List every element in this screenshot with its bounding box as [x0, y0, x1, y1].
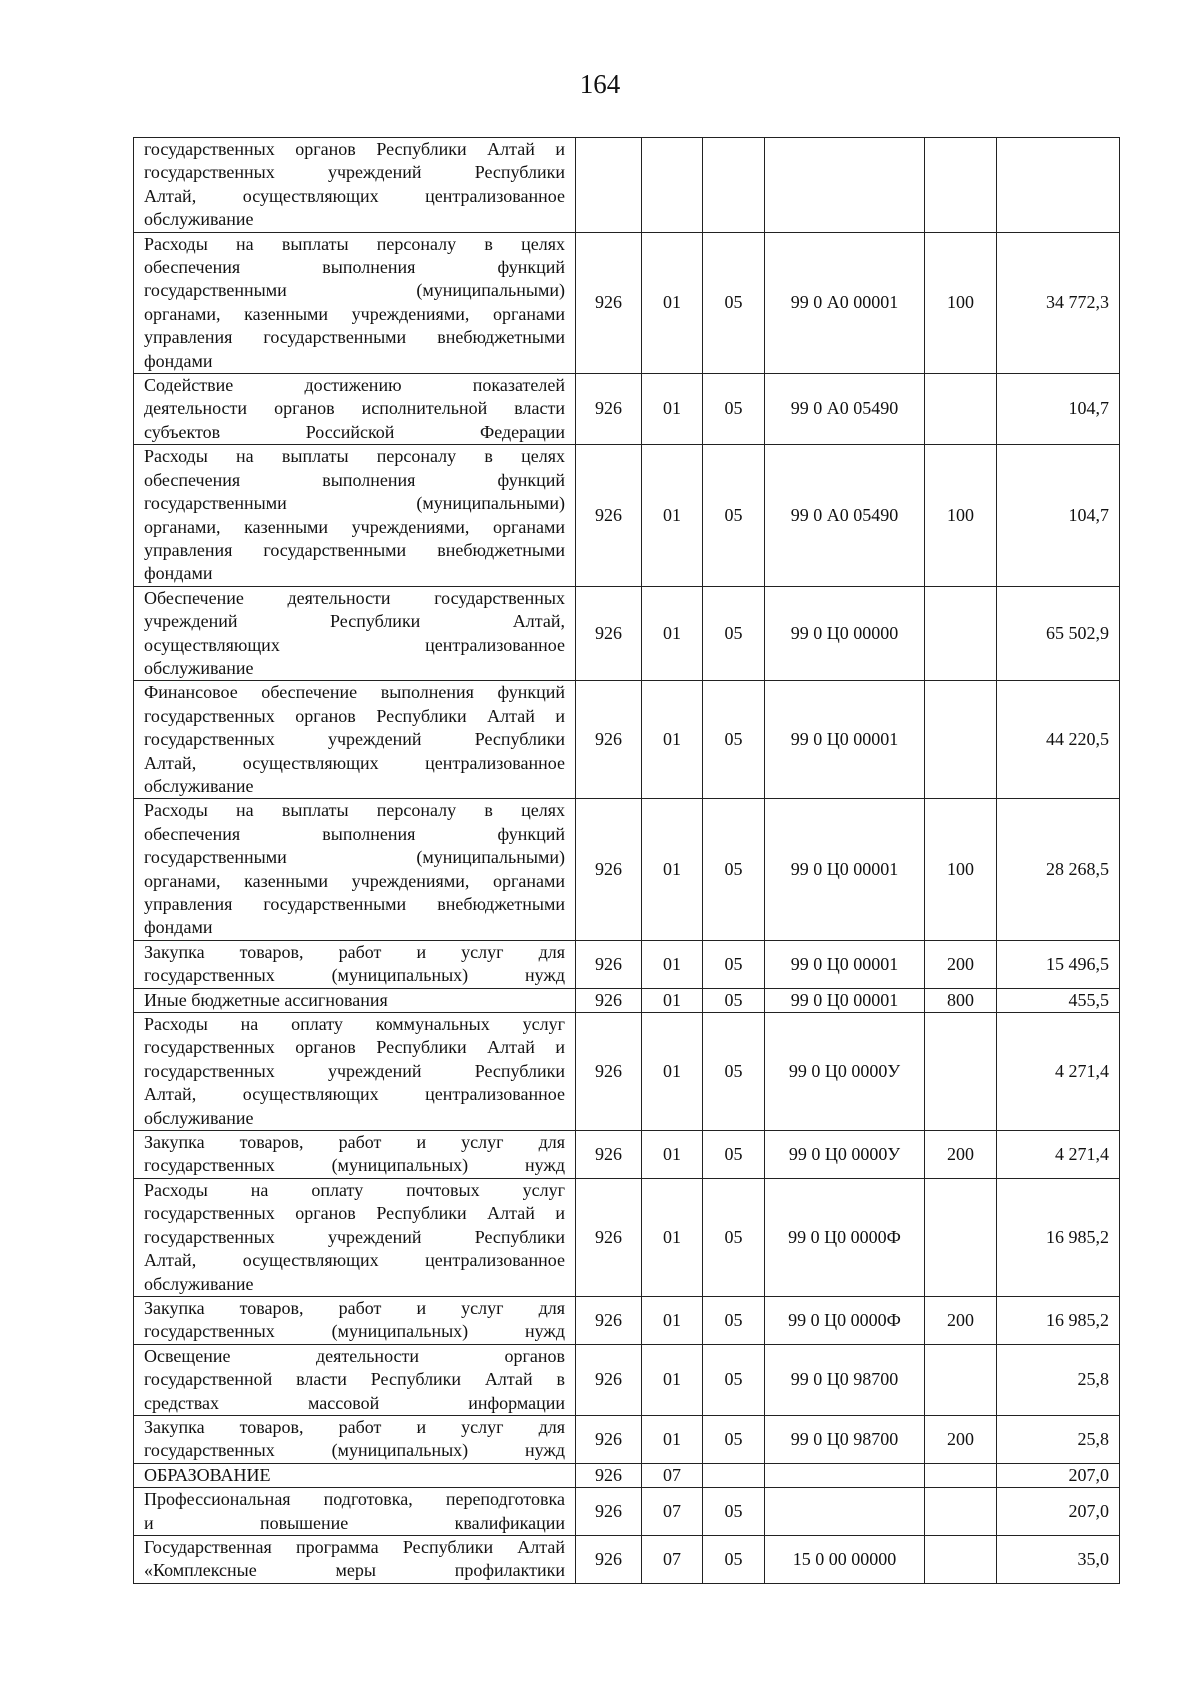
description-line: государственными (муниципальными)	[144, 493, 565, 514]
expense-type-cell: 200	[925, 1131, 997, 1179]
grbs-cell: 926	[576, 1415, 642, 1463]
grbs-cell: 926	[576, 1178, 642, 1296]
description-line: Финансовое обеспечение выполнения функций	[144, 682, 565, 703]
grbs-cell: 926	[576, 1488, 642, 1536]
amount-cell: 16 985,2	[997, 1178, 1120, 1296]
section-cell: 01	[642, 1178, 703, 1296]
description-line: Алтай, осуществляющих централизованное	[144, 185, 565, 206]
grbs-cell: 926	[576, 1535, 642, 1583]
expense-type-cell	[925, 1535, 997, 1583]
amount-cell: 25,8	[997, 1344, 1120, 1415]
expense-type-cell	[925, 1013, 997, 1131]
table-row	[134, 1415, 1120, 1463]
amount-cell: 15 496,5	[997, 940, 1120, 988]
table-row	[134, 232, 1120, 373]
grbs-cell: 926	[576, 681, 642, 799]
description-line: Иные бюджетные ассигнования	[144, 989, 388, 1010]
table-row	[134, 445, 1120, 586]
expense-type-cell	[925, 1488, 997, 1536]
description-line: управления государственными внебюджетными	[144, 894, 565, 914]
description-line: Расходы на выплаты персоналу в целях	[144, 446, 565, 467]
description-line: Закупка товаров, работ и услуг для	[144, 1297, 565, 1318]
section-cell: 07	[642, 1535, 703, 1583]
description-line: Алтай, осуществляющих централизованное	[144, 1250, 565, 1271]
description-line: Закупка товаров, работ и услуг для	[144, 1132, 565, 1153]
section-cell: 01	[642, 445, 703, 586]
section-cell: 01	[642, 232, 703, 373]
description-line: и повышение квалификации	[144, 1512, 565, 1533]
subsection-cell: 05	[703, 232, 765, 373]
grbs-cell: 926	[576, 988, 642, 1012]
grbs-cell: 926	[576, 1463, 642, 1487]
description-line: обслуживание	[144, 1107, 254, 1128]
grbs-cell: 926	[576, 1344, 642, 1415]
section-cell: 01	[642, 1344, 703, 1415]
description-line: государственных (муниципальных) нужд	[144, 965, 565, 986]
table-row	[134, 1488, 1120, 1536]
table-row	[134, 1131, 1120, 1179]
grbs-cell: 926	[576, 586, 642, 681]
target-article-cell	[765, 1463, 925, 1487]
description-cell	[134, 138, 576, 233]
expense-type-cell: 800	[925, 988, 997, 1012]
target-article-cell: 15 0 00 00000	[765, 1535, 925, 1583]
table-row	[134, 1463, 1120, 1487]
description-cell	[134, 1488, 576, 1536]
description-cell	[134, 940, 576, 988]
description-line: обслуживание	[144, 775, 254, 796]
amount-cell: 44 220,5	[997, 681, 1120, 799]
expense-type-cell	[925, 1178, 997, 1296]
target-article-cell: 99 0 А0 00001	[765, 232, 925, 373]
description-line: Освещение деятельности органов	[144, 1345, 565, 1366]
description-line: обеспечения выполнения функций	[144, 257, 565, 278]
description-line: учреждений Республики Алтай,	[144, 611, 565, 632]
amount-cell: 65 502,9	[997, 586, 1120, 681]
subsection-cell: 05	[703, 1488, 765, 1536]
target-article-cell: 99 0 А0 05490	[765, 445, 925, 586]
expense-type-cell	[925, 681, 997, 799]
description-cell	[134, 445, 576, 586]
description-cell	[134, 1013, 576, 1131]
subsection-cell	[703, 1463, 765, 1487]
subsection-cell: 05	[703, 1415, 765, 1463]
amount-cell: 104,7	[997, 445, 1120, 586]
section-cell: 01	[642, 681, 703, 799]
description-cell	[134, 1131, 576, 1179]
table-row	[134, 374, 1120, 445]
subsection-cell: 05	[703, 586, 765, 681]
section-cell: 01	[642, 1415, 703, 1463]
expense-type-cell: 100	[925, 232, 997, 373]
budget-table	[133, 137, 1120, 1584]
subsection-cell: 05	[703, 1535, 765, 1583]
subsection-cell: 05	[703, 1131, 765, 1179]
description-line: обеспечения выполнения функций	[144, 469, 565, 490]
subsection-cell: 05	[703, 1178, 765, 1296]
amount-cell: 455,5	[997, 988, 1120, 1012]
description-cell	[134, 374, 576, 445]
description-cell	[134, 681, 576, 799]
target-article-cell	[765, 1488, 925, 1536]
expense-type-cell	[925, 1344, 997, 1415]
description-line: государственных (муниципальных) нужд	[144, 1321, 565, 1342]
table-row	[134, 586, 1120, 681]
description-cell	[134, 232, 576, 373]
amount-cell: 34 772,3	[997, 232, 1120, 373]
target-article-cell: 99 0 Ц0 00001	[765, 681, 925, 799]
description-line: Закупка товаров, работ и услуг для	[144, 941, 565, 962]
amount-cell: 207,0	[997, 1488, 1120, 1536]
section-cell: 01	[642, 940, 703, 988]
expense-type-cell	[925, 586, 997, 681]
section-cell: 01	[642, 1013, 703, 1131]
description-cell	[134, 1535, 576, 1583]
description-line: Алтай, осуществляющих централизованное	[144, 1084, 565, 1105]
target-article-cell: 99 0 Ц0 00001	[765, 799, 925, 940]
description-cell	[134, 586, 576, 681]
section-cell: 01	[642, 374, 703, 445]
grbs-cell	[576, 138, 642, 233]
description-line: Профессиональная подготовка, переподготовка	[144, 1489, 565, 1510]
table-row	[134, 1535, 1120, 1583]
subsection-cell: 05	[703, 1296, 765, 1344]
amount-cell	[997, 138, 1120, 233]
description-line: Обеспечение деятельности государственных	[144, 587, 565, 608]
description-line: управления государственными внебюджетными	[144, 539, 565, 560]
description-cell	[134, 1296, 576, 1344]
grbs-cell: 926	[576, 374, 642, 445]
expense-type-cell: 100	[925, 445, 997, 586]
description-cell	[134, 1344, 576, 1415]
description-cell	[134, 988, 576, 1012]
table-row	[134, 681, 1120, 799]
description-line: государственных учреждений Республики	[144, 1060, 565, 1081]
amount-cell: 104,7	[997, 374, 1120, 445]
grbs-cell: 926	[576, 799, 642, 940]
expense-type-cell	[925, 1463, 997, 1487]
subsection-cell: 05	[703, 445, 765, 586]
description-line: органами, казенными учреждениями, органами	[144, 516, 565, 537]
section-cell: 01	[642, 799, 703, 940]
description-line: Расходы на выплаты персоналу в целях	[144, 800, 565, 821]
amount-cell: 4 271,4	[997, 1013, 1120, 1131]
expense-type-cell	[925, 138, 997, 233]
amount-cell: 25,8	[997, 1415, 1120, 1463]
grbs-cell: 926	[576, 1013, 642, 1131]
section-cell	[642, 138, 703, 233]
subsection-cell: 05	[703, 799, 765, 940]
amount-cell: 28 268,5	[997, 799, 1120, 940]
description-line: органами, казенными учреждениями, органами	[144, 870, 565, 891]
description-line: государственных органов Республики Алтай и	[144, 705, 565, 726]
target-article-cell: 99 0 Ц0 0000Ф	[765, 1296, 925, 1344]
table-row	[134, 1296, 1120, 1344]
description-line: обслуживание	[144, 209, 254, 230]
target-article-cell: 99 0 Ц0 0000Ф	[765, 1178, 925, 1296]
description-line: «Комплексные меры профилактики	[144, 1560, 565, 1581]
description-line: фондами	[144, 917, 213, 938]
target-article-cell: 99 0 Ц0 98700	[765, 1344, 925, 1415]
section-cell: 07	[642, 1463, 703, 1487]
description-line: осуществляющих централизованное	[144, 634, 565, 655]
description-line: Содействие достижению показателей	[144, 375, 565, 396]
expense-type-cell: 200	[925, 1415, 997, 1463]
expense-type-cell: 200	[925, 940, 997, 988]
description-line: государственными (муниципальными)	[144, 847, 565, 868]
amount-cell: 35,0	[997, 1535, 1120, 1583]
section-cell: 01	[642, 988, 703, 1012]
target-article-cell: 99 0 Ц0 0000У	[765, 1131, 925, 1179]
section-cell: 07	[642, 1488, 703, 1536]
subsection-cell: 05	[703, 1013, 765, 1131]
target-article-cell: 99 0 Ц0 0000У	[765, 1013, 925, 1131]
amount-cell: 207,0	[997, 1463, 1120, 1487]
subsection-cell: 05	[703, 681, 765, 799]
table-row	[134, 799, 1120, 940]
table-body	[134, 138, 1120, 1584]
table-row	[134, 940, 1120, 988]
description-line: государственных учреждений Республики	[144, 162, 565, 183]
description-line: Закупка товаров, работ и услуг для	[144, 1416, 565, 1437]
description-line: государственной власти Республики Алтай в	[144, 1369, 565, 1390]
description-line: государственных органов Республики Алтай и	[144, 1037, 565, 1058]
section-cell: 01	[642, 1131, 703, 1179]
target-article-cell: 99 0 Ц0 00001	[765, 988, 925, 1012]
description-line: Расходы на выплаты персоналу в целях	[144, 233, 565, 254]
subsection-cell: 05	[703, 988, 765, 1012]
subsection-cell: 05	[703, 374, 765, 445]
target-article-cell: 99 0 Ц0 98700	[765, 1415, 925, 1463]
description-line: государственными (муниципальными)	[144, 280, 565, 301]
subsection-cell: 05	[703, 1344, 765, 1415]
table-row	[134, 1013, 1120, 1131]
description-cell	[134, 1415, 576, 1463]
description-line: фондами	[144, 563, 213, 584]
description-line: управления государственными внебюджетными	[144, 327, 565, 348]
description-line: фондами	[144, 350, 213, 371]
target-article-cell: 99 0 А0 05490	[765, 374, 925, 445]
grbs-cell: 926	[576, 445, 642, 586]
section-cell: 01	[642, 586, 703, 681]
subsection-cell: 05	[703, 940, 765, 988]
description-line: Алтай, осуществляющих централизованное	[144, 752, 565, 773]
amount-cell: 4 271,4	[997, 1131, 1120, 1179]
description-line: субъектов Российской Федерации	[144, 421, 565, 442]
description-line: Государственная программа Республики Алтай	[144, 1536, 565, 1557]
description-line: средствах массовой информации	[144, 1392, 565, 1413]
table-row	[134, 1178, 1120, 1296]
grbs-cell: 926	[576, 940, 642, 988]
description-line: деятельности органов исполнительной власти	[144, 398, 565, 419]
description-line: Расходы на оплату коммунальных услуг	[144, 1014, 565, 1035]
description-line: ОБРАЗОВАНИЕ	[144, 1464, 271, 1485]
description-line: обслуживание	[144, 657, 254, 678]
page-number: 164	[579, 69, 621, 99]
table-row	[134, 988, 1120, 1012]
target-article-cell: 99 0 Ц0 00001	[765, 940, 925, 988]
table-row	[134, 1344, 1120, 1415]
amount-cell: 16 985,2	[997, 1296, 1120, 1344]
description-cell	[134, 1178, 576, 1296]
description-cell	[134, 1463, 576, 1487]
description-line: государственных органов Республики Алтай и	[144, 139, 565, 159]
description-line: государственных органов Республики Алтай и	[144, 1203, 565, 1224]
expense-type-cell: 100	[925, 799, 997, 940]
subsection-cell	[703, 138, 765, 233]
description-line: органами, казенными учреждениями, органами	[144, 303, 565, 324]
description-line: обслуживание	[144, 1273, 254, 1294]
description-line: Расходы на оплату почтовых услуг	[144, 1179, 565, 1200]
description-line: обеспечения выполнения функций	[144, 823, 565, 844]
section-cell: 01	[642, 1296, 703, 1344]
description-line: государственных (муниципальных) нужд	[144, 1155, 565, 1176]
description-line: государственных учреждений Республики	[144, 729, 565, 750]
grbs-cell: 926	[576, 1131, 642, 1179]
description-cell	[134, 799, 576, 940]
grbs-cell: 926	[576, 232, 642, 373]
expense-type-cell	[925, 374, 997, 445]
grbs-cell: 926	[576, 1296, 642, 1344]
description-line: государственных учреждений Республики	[144, 1226, 565, 1247]
expense-type-cell: 200	[925, 1296, 997, 1344]
table-row	[134, 138, 1120, 233]
description-line: государственных (муниципальных) нужд	[144, 1440, 565, 1461]
target-article-cell: 99 0 Ц0 00000	[765, 586, 925, 681]
target-article-cell	[765, 138, 925, 233]
